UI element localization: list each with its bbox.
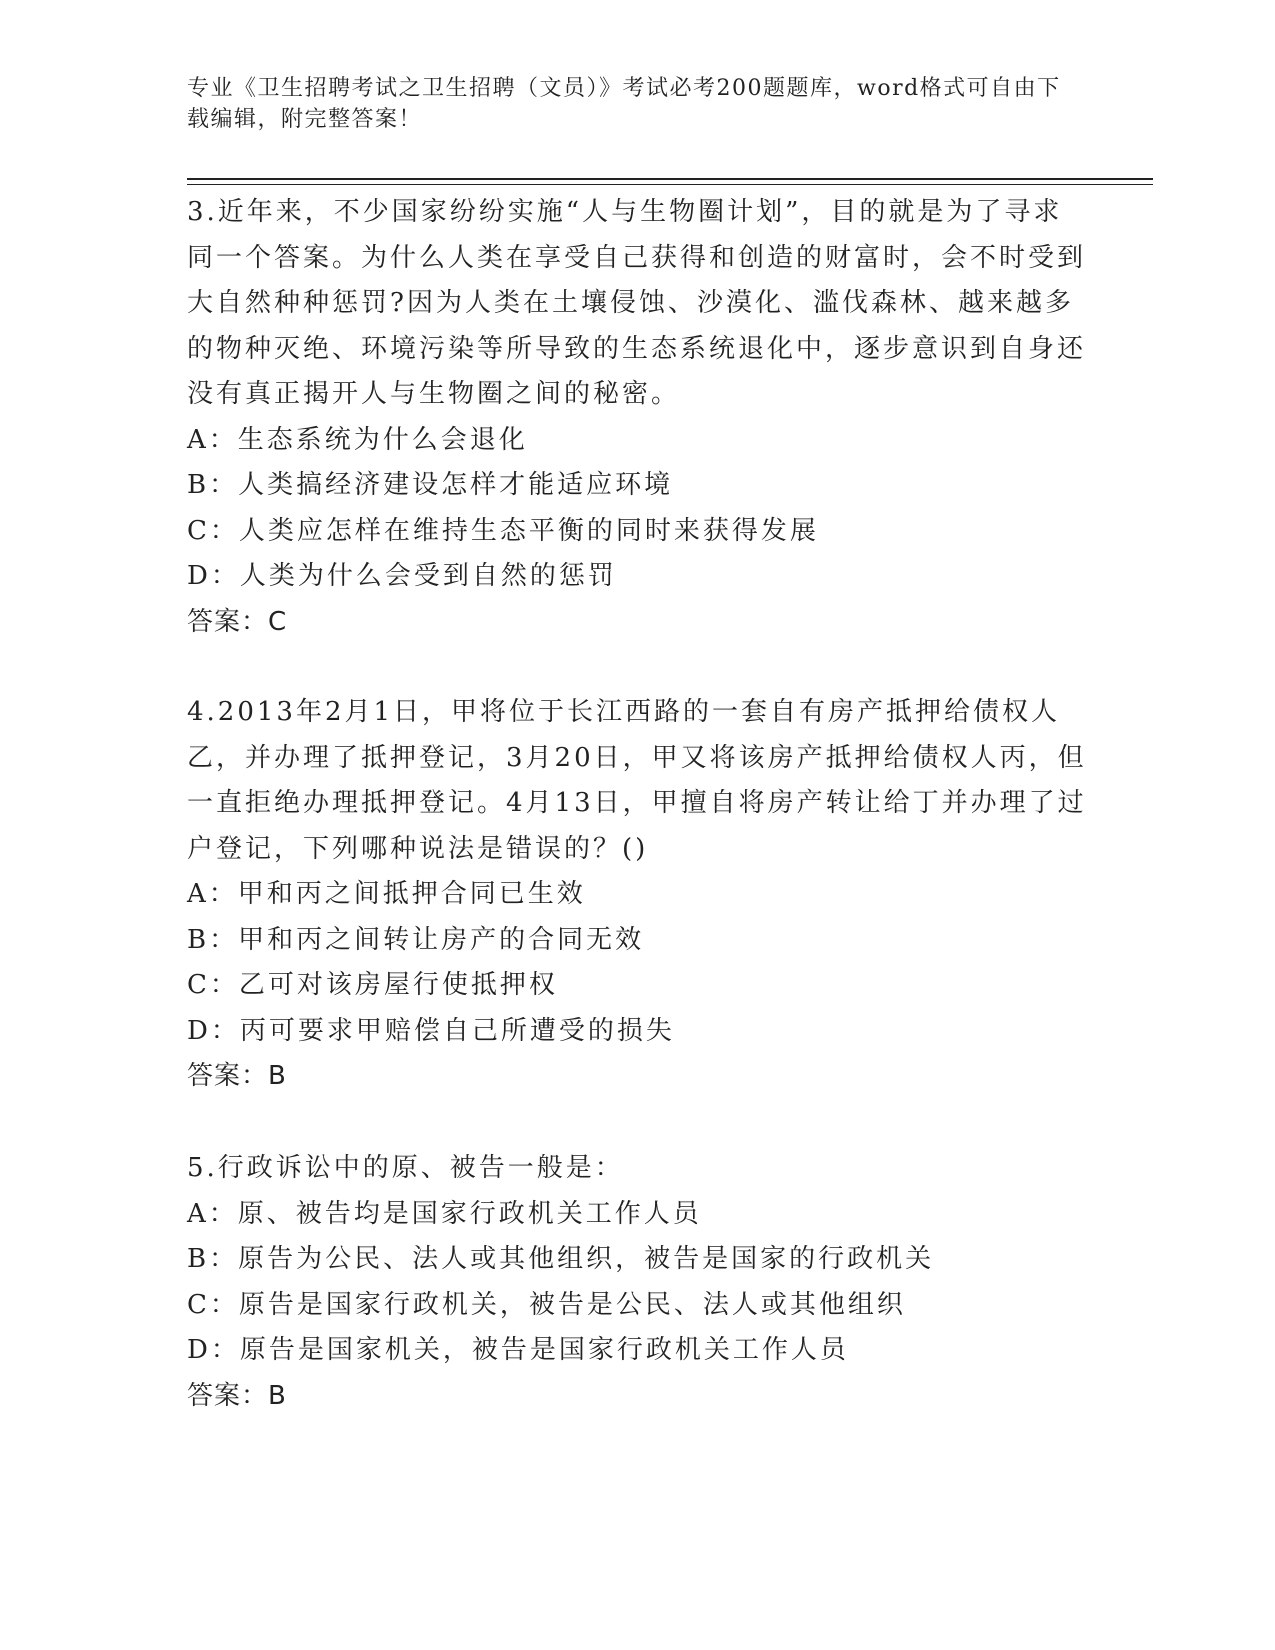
option-d: D：人类为什么会受到自然的惩罚: [187, 561, 617, 591]
document-header: 专业《卫生招聘考试之卫生招聘（文员）》考试必考200题题库，word格式可自由下载编辑，附完整答案！: [187, 76, 1061, 132]
question-3: [187, 190, 1087, 645]
option-d: D：丙可要求甲赔偿自己所遭受的损失: [187, 1015, 675, 1046]
answer: 答案：C: [187, 606, 288, 637]
header-divider-thick: [187, 178, 1153, 180]
option-b: B：原告为公民、法人或其他组织，被告是国家的行政机关: [187, 1244, 935, 1274]
option-c: C：人类应怎样在维持生态平衡的同时来获得发展: [187, 515, 819, 546]
answer: 答案：B: [187, 1380, 287, 1411]
question-stem: 5.行政诉讼中的原、被告一般是：: [187, 1153, 624, 1183]
question-stem: 4.2013年2月1日，甲将位于长江西路的一套自有房产抵押给债权人乙，并办理了抵押登记，3月20日，甲又将该房产抵押给债权人丙，但一直拒绝办理抵押登记。4月13日，甲擅自将房产转让给丁并办理了过户登记，下列哪种说法是错误的？(): [187, 697, 1087, 864]
option-b: B：人类搞经济建设怎样才能适应环境: [187, 470, 674, 500]
option-b: B：甲和丙之间转让房产的合同无效: [187, 924, 645, 955]
answer: 答案：B: [187, 1061, 287, 1091]
option-c: C：原告是国家行政机关，被告是公民、法人或其他组织: [187, 1289, 906, 1320]
question-stem: 3.近年来，不少国家纷纷实施“人与生物圈计划”，目的就是为了寻求同一个答案。为什么人类在享受自己获得和创造的财富时，会不时受到大自然种种惩罚?因为人类在土壤侵蚀、沙漠化、滥伐森林、越来越多的物种灭绝、环境污染等所导致的生态系统退化中，逐步意识到自身还没有真正揭开人与生物圈之间的秘密。: [187, 197, 1087, 409]
option-a: A：生态系统为什么会退化: [187, 424, 528, 455]
option-c: C：乙可对该房屋行使抵押权: [187, 970, 558, 1000]
option-a: A：甲和丙之间抵押合同已生效: [187, 879, 586, 909]
question-5: [187, 1146, 1087, 1419]
question-4: [187, 690, 1087, 1100]
option-a: A：原、被告均是国家行政机关工作人员: [187, 1198, 702, 1229]
option-d: D：原告是国家机关，被告是国家行政机关工作人员: [187, 1335, 849, 1365]
header-divider-thin: [187, 184, 1153, 185]
